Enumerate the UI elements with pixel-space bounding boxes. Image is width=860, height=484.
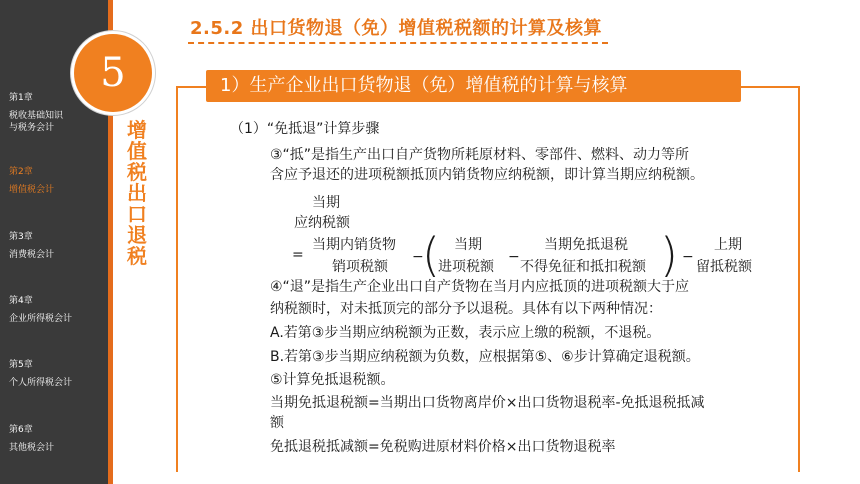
- formula-term-b-2: 进项税额: [438, 259, 494, 275]
- sidebar-item-chapter-6[interactable]: [9, 424, 105, 454]
- formula-minus-1: −: [412, 249, 424, 265]
- sidebar-item-chapter: 第2章: [9, 167, 33, 177]
- calc-2: 免抵退税抵减额=免税购进原材料价格×出口货物退税率: [270, 439, 616, 455]
- sidebar-item-chapter: 第3章: [9, 232, 33, 242]
- formula-term-c-1: 当期免抵退税: [544, 237, 628, 253]
- formula-term-a-1: 当期内销货物: [312, 237, 396, 253]
- sidebar-item-chapter-2[interactable]: [9, 166, 105, 196]
- section-title-bar: 1）生产企业出口货物退（免）增值税的计算与核算: [206, 70, 741, 102]
- paragraph-4-line-2: 纳税额时，对未抵顶完的部分予以退税。具体有以下两种情况：: [270, 301, 662, 317]
- sidebar-item-chapter-4[interactable]: [9, 295, 105, 325]
- sidebar-item-label: 税收基础知识 与税务会计: [9, 111, 64, 133]
- paragraph-3-line-1: ③“抵”是指生产出口自产货物所耗原材料、零部件、燃料、动力等所: [270, 147, 690, 163]
- sidebar-item-chapter-5[interactable]: [9, 359, 105, 389]
- formula-term-d-2: 留抵税额: [696, 259, 752, 275]
- formula-open-paren: (: [422, 228, 440, 282]
- formula-minus-2: −: [508, 249, 520, 265]
- formula-minus-3: −: [682, 249, 694, 265]
- formula-lhs-1: 当期: [312, 195, 340, 211]
- page-title: 2.5.2 出口货物退（免）增值税税额的计算及核算: [190, 18, 603, 39]
- formula-term-d-1: 上期: [714, 237, 742, 253]
- formula-term-c-2: 不得免征和抵扣税额: [520, 259, 646, 275]
- sidebar-item-chapter: 第1章: [9, 93, 33, 103]
- calc-1-line-2: 额: [270, 415, 284, 431]
- sidebar-item-label: 企业所得税会计: [9, 314, 73, 324]
- paragraph-5: ⑤计算免抵退税额。: [270, 372, 395, 388]
- sidebar-item-label: 个人所得税会计: [9, 378, 73, 388]
- sidebar-item-chapter: 第5章: [9, 360, 33, 370]
- chapter-number-badge: 5: [74, 34, 152, 112]
- sidebar-item-label: 消费税会计: [9, 250, 55, 260]
- formula-term-b-1: 当期: [454, 237, 482, 253]
- formula-lhs-2: 应纳税额: [294, 215, 350, 231]
- sidebar-item-chapter: 第4章: [9, 296, 33, 306]
- paragraph-4-line-1: ④“退”是指生产企业出口自产货物在当月内应抵顶的进项税额大于应: [270, 279, 690, 295]
- case-a: A.若第③步当期应纳税额为正数，表示应上缴的税额，不退税。: [270, 325, 661, 341]
- calc-1-line-1: 当期免抵退税额=当期出口货物离岸价×出口货物退税率-免抵退税抵减: [270, 395, 705, 411]
- sidebar-item-chapter: 第6章: [9, 425, 33, 435]
- sidebar-item-label: 其他税会计: [9, 443, 55, 453]
- vertical-title-text: 增值税出口退税: [127, 118, 147, 268]
- title-underline: [188, 42, 608, 44]
- paragraph-3-line-2: 含应予退还的进项税额抵顶内销货物应纳税额，即计算当期应纳税额。: [270, 167, 704, 183]
- sidebar-item-chapter-3[interactable]: [9, 231, 105, 261]
- case-b: B.若第③步当期应纳税额为负数，应根据第⑤、⑥步计算确定退税额。: [270, 349, 700, 365]
- formula-term-a-2: 销项税额: [332, 259, 388, 275]
- sidebar-item-label: 增值税会计: [9, 185, 55, 195]
- vertical-section-title: [126, 120, 148, 267]
- formula-close-paren: ): [660, 228, 678, 282]
- step-heading: （1）“免抵退”计算步骤: [230, 121, 380, 137]
- formula-equals: =: [292, 247, 304, 263]
